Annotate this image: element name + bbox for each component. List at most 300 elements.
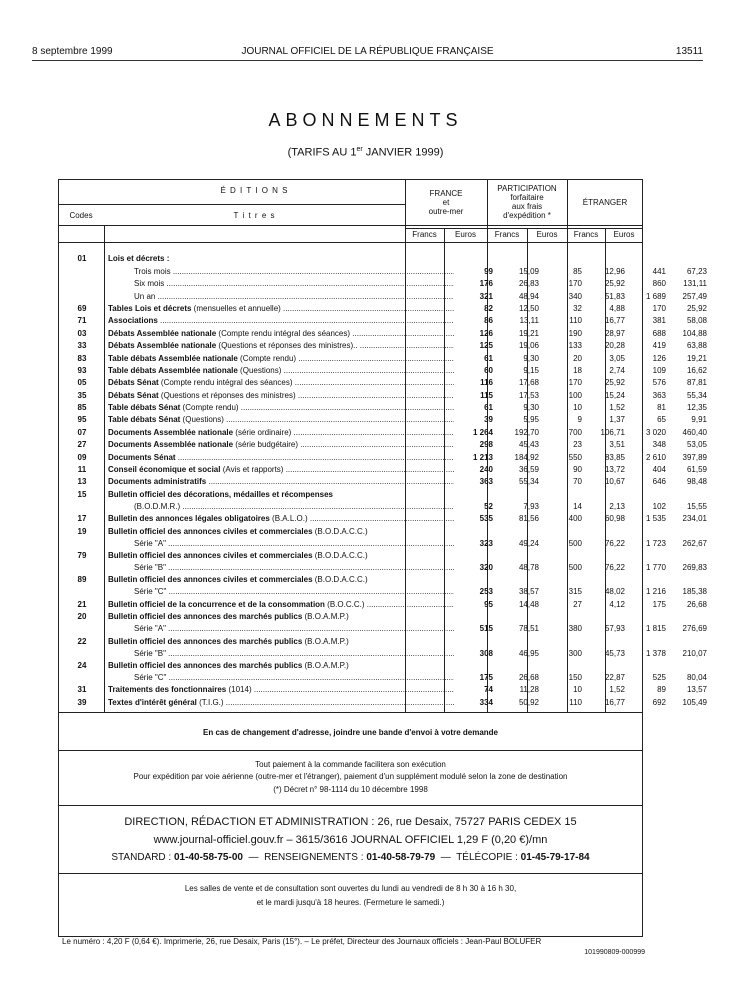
row-value: 7,93	[523, 501, 539, 511]
row-value	[585, 549, 628, 561]
row-value	[585, 659, 628, 671]
row-rule	[58, 225, 643, 226]
row-title	[105, 326, 454, 338]
telecopie-label: TÉLÉCOPIE :	[456, 852, 518, 863]
row-title-text: Un an	[134, 291, 156, 301]
row-code	[59, 537, 105, 549]
table-row	[59, 252, 710, 264]
row-code: 35	[77, 390, 87, 400]
table-row	[59, 326, 710, 338]
row-value: 102	[652, 501, 666, 511]
row-title-text: Débats Sénat	[108, 378, 159, 388]
row-value: 133	[568, 341, 582, 351]
row-title	[105, 683, 454, 695]
row-rule	[58, 712, 643, 713]
table-row	[59, 634, 710, 646]
row-title-text: Table débats Assemblée nationale	[108, 353, 238, 363]
row-value: 116	[480, 378, 493, 388]
row-value: 253	[479, 587, 493, 597]
row-title	[105, 438, 454, 450]
row-title	[105, 573, 454, 585]
leader-dots	[283, 465, 454, 474]
table-row	[59, 277, 710, 289]
row-title-text: Débats Assemblée nationale	[108, 328, 217, 338]
row-title-extra: (B.O.A.M.P.)	[302, 636, 349, 646]
footer-line: Le numéro : 4,20 F (0,64 €). Imprimerie, 26, rue Desaix, Paris (15°). – Le préfet, Directeur des Journaux officiels : Jean-Paul BOLUFER	[62, 937, 542, 946]
row-value: 28,97	[604, 328, 625, 338]
row-value	[496, 573, 542, 585]
row-value: 1 213	[472, 452, 493, 462]
row-value: 23	[573, 440, 582, 450]
titres-heading: T i t r e s	[233, 211, 276, 220]
row-value: 58,08	[686, 316, 707, 326]
row-value: 110	[569, 697, 582, 707]
subtitle-pre: (TARIFS AU 1	[287, 146, 357, 159]
table-row	[59, 647, 710, 659]
table-row	[59, 500, 710, 512]
row-title-text: Documents Sénat	[108, 452, 176, 462]
row-rule	[58, 750, 643, 751]
row-value: 525	[652, 672, 666, 682]
table-row	[59, 401, 710, 413]
row-value: 3,51	[609, 440, 625, 450]
row-title-extra: (série budgétaire)	[233, 440, 298, 450]
row-value: 82	[484, 303, 493, 313]
row-value: 1,52	[609, 403, 625, 413]
leader-dots	[296, 354, 454, 363]
row-title-text: Débats Sénat	[108, 390, 159, 400]
table-row	[59, 351, 710, 363]
row-code: 79	[77, 550, 87, 560]
row-title-text: Conseil économique et social	[108, 465, 221, 475]
table-row	[59, 264, 710, 276]
row-title	[105, 401, 454, 413]
row-value: 176	[479, 279, 493, 289]
row-value: 1 815	[645, 624, 666, 634]
sub-col-francs: Francs	[412, 230, 437, 239]
row-value: 86	[484, 316, 493, 326]
row-value	[454, 659, 496, 671]
row-value: 60	[484, 365, 493, 375]
row-value: 22,87	[604, 672, 625, 682]
row-value: 10	[573, 403, 582, 413]
row-title-extra: (Questions et réponses des ministres)	[158, 390, 296, 400]
row-value: 1 378	[645, 648, 666, 658]
row-value	[669, 610, 710, 622]
table-row	[59, 376, 710, 388]
row-value	[454, 252, 496, 264]
etranger-heading: ÉTRANGER	[582, 198, 628, 207]
leader-dots	[166, 539, 454, 548]
row-code: 71	[77, 316, 87, 326]
row-value	[585, 610, 628, 622]
row-code: 69	[77, 303, 87, 313]
row-title	[105, 561, 454, 573]
row-title-text: Série "C"	[134, 587, 167, 597]
table-row	[59, 413, 710, 425]
table-row	[59, 659, 710, 671]
row-value	[669, 549, 710, 561]
row-value: 175	[652, 599, 666, 609]
row-value: 48,02	[604, 587, 625, 597]
row-value	[542, 252, 585, 264]
table-row	[59, 364, 710, 376]
leader-dots	[365, 600, 455, 609]
france-heading: FRANCE et outre-mer	[428, 189, 464, 216]
row-value: 185,38	[682, 587, 707, 597]
row-value	[496, 252, 542, 264]
row-value: 550	[568, 452, 582, 462]
table-row	[59, 597, 710, 609]
row-value: 15,09	[518, 266, 539, 276]
table-row	[59, 683, 710, 695]
table-row	[59, 573, 710, 585]
table-row	[59, 585, 710, 597]
row-title-text: Débats Assemblée nationale	[108, 341, 217, 351]
row-value: 98,48	[686, 477, 707, 487]
row-value	[542, 487, 585, 499]
row-value: 860	[652, 279, 666, 289]
row-value	[542, 524, 585, 536]
row-title-text: Tables Lois et décrets	[108, 303, 192, 313]
row-title	[105, 314, 454, 326]
leader-dots	[224, 698, 454, 707]
row-value: 109	[652, 365, 666, 375]
row-value: 4,88	[609, 303, 625, 313]
row-value	[496, 487, 542, 499]
row-value: 25,92	[686, 303, 707, 313]
leader-dots	[166, 649, 454, 658]
header-journal: JOURNAL OFFICIEL DE LA RÉPUBLIQUE FRANÇAISE	[241, 46, 494, 57]
row-value: 4,12	[609, 599, 625, 609]
row-value: 81	[657, 403, 666, 413]
row-title	[105, 289, 454, 301]
table-row	[59, 622, 710, 634]
row-code: 22	[77, 636, 87, 646]
row-rule	[58, 873, 643, 874]
payment-line-2: Pour expédition par voie aérienne (outre-mer et l'étranger), paiement d'un supplément modulé selon la zone de destination	[133, 772, 568, 781]
row-title-text: Six mois	[134, 279, 165, 289]
row-value: 81,56	[518, 514, 539, 524]
row-title-text: Documents Assemblée nationale	[108, 427, 234, 437]
row-title-text: Table débats Sénat	[108, 415, 181, 425]
leader-dots	[308, 514, 454, 523]
salles-line-1: Les salles de vente et de consultation sont ouvertes du lundi au vendredi de 8 h 30 à 16 h 30,	[184, 884, 517, 893]
table-row	[59, 314, 710, 326]
sub-col-francs: Francs	[494, 230, 520, 239]
row-value: 52	[484, 501, 493, 511]
sub-col-euros: Euros	[536, 230, 558, 239]
direction-web: www.journal-officiel.gouv.fr – 3615/3616 JOURNAL OFFICIEL 1,29 F (0,20 €)/mn	[153, 834, 548, 846]
row-value	[542, 610, 585, 622]
row-value: 20,28	[604, 341, 625, 351]
row-value	[669, 524, 710, 536]
table-row	[59, 438, 710, 450]
row-title-text: Bulletin des annonces légales obligatoires	[108, 514, 270, 524]
row-value: 48,94	[518, 291, 539, 301]
row-value: 1 216	[645, 587, 666, 597]
direction-address: DIRECTION, RÉDACTION ET ADMINISTRATION : 26, rue Desaix, 75727 PARIS CEDEX 15	[124, 816, 577, 828]
row-title	[105, 634, 454, 646]
row-value: 1,37	[609, 415, 625, 425]
row-value: 27	[573, 599, 582, 609]
row-value: 12,96	[604, 266, 625, 276]
leader-dots	[166, 587, 454, 596]
row-value: 67,23	[686, 266, 707, 276]
row-value: 170	[652, 303, 666, 313]
row-value: 51,83	[604, 291, 625, 301]
row-code	[59, 671, 105, 683]
row-value: 63,88	[686, 341, 707, 351]
row-title-text: Bulletin officiel des annonces civiles et commerciales	[108, 550, 313, 560]
row-value: 104,88	[682, 328, 707, 338]
row-value: 49,24	[518, 538, 539, 548]
table-row	[59, 302, 710, 314]
row-value	[542, 549, 585, 561]
row-value: 10	[573, 685, 582, 695]
row-code: 03	[77, 328, 87, 338]
row-value: 397,89	[682, 452, 707, 462]
row-code: 01	[77, 254, 87, 264]
leader-dots	[293, 378, 454, 387]
row-value	[585, 634, 628, 646]
row-value	[628, 252, 669, 264]
row-title-extra: (Compte rendu intégral des séances)	[216, 328, 351, 338]
row-title-extra: (mensuelles et annuelle)	[191, 303, 281, 313]
row-value: 257,49	[682, 291, 707, 301]
row-title-text: Documents administratifs	[108, 477, 207, 487]
row-rule	[58, 805, 643, 806]
row-value: 170	[568, 279, 582, 289]
row-value: 10,67	[604, 477, 625, 487]
row-value: 70	[573, 477, 582, 487]
table-row	[59, 561, 710, 573]
row-title-extra: (Compte rendu)	[237, 353, 297, 363]
table-row	[59, 512, 710, 524]
row-title	[105, 647, 454, 659]
row-title-extra: (Questions)	[237, 365, 282, 375]
row-value	[628, 487, 669, 499]
leader-dots	[166, 624, 454, 633]
row-title	[105, 659, 454, 671]
row-value	[585, 524, 628, 536]
row-value: 83,85	[604, 452, 625, 462]
row-value: 9,30	[523, 353, 539, 363]
row-value	[628, 549, 669, 561]
row-title-text: Bulletin officiel des annonces des marchés publics	[108, 612, 303, 622]
row-title	[105, 463, 454, 475]
row-value: 1 723	[645, 538, 666, 548]
row-value: 1,52	[609, 685, 625, 695]
row-value: 19,21	[686, 353, 707, 363]
row-value: 13,72	[604, 465, 625, 475]
row-value: 9,91	[691, 415, 707, 425]
row-title-extra: (B.O.D.A.C.C.)	[312, 575, 368, 585]
row-value: 276,69	[682, 624, 707, 634]
row-value: 32	[573, 303, 582, 313]
row-value: 131,11	[683, 279, 707, 289]
row-title-text: Série "C"	[134, 672, 167, 682]
row-value: 87,81	[686, 378, 707, 388]
row-value: 692	[652, 697, 666, 707]
row-value: 45,43	[518, 440, 539, 450]
row-value	[454, 487, 496, 499]
row-title-text: Bulletin officiel des annonces des marchés publics	[108, 636, 303, 646]
table-row	[59, 549, 710, 561]
row-title-extra: (B.O.A.M.P.)	[302, 612, 349, 622]
row-value: 419	[652, 341, 666, 351]
row-title	[105, 695, 454, 707]
table-row	[59, 610, 710, 622]
row-value: 320	[479, 562, 493, 572]
row-value	[496, 610, 542, 622]
row-code: 83	[77, 353, 87, 363]
row-value: 576	[652, 378, 666, 388]
leader-dots	[224, 415, 454, 424]
row-value: 16,77	[604, 316, 625, 326]
row-title-text: Associations	[108, 316, 158, 326]
row-value	[585, 573, 628, 585]
row-value: 76,22	[604, 538, 625, 548]
subtitle-sup: er	[356, 146, 363, 153]
row-code: 20	[77, 612, 87, 622]
row-value: 400	[568, 514, 582, 524]
row-value: 210,07	[682, 648, 707, 658]
row-value: 688	[652, 328, 666, 338]
row-value: 85	[573, 266, 582, 276]
table-row	[59, 289, 710, 301]
leader-dots	[206, 477, 454, 486]
row-value: 105,49	[682, 697, 707, 707]
row-code: 89	[77, 575, 87, 585]
row-value	[454, 634, 496, 646]
row-title	[105, 671, 454, 683]
row-title-text: Bulletin officiel des annonces civiles et commerciales	[108, 575, 313, 585]
row-value: 26,68	[518, 672, 539, 682]
row-value: 192,70	[514, 427, 539, 437]
row-code: 13	[77, 477, 87, 487]
row-value: 76,22	[604, 562, 625, 572]
row-title	[105, 413, 454, 425]
row-code	[59, 264, 105, 276]
row-title-extra: (Questions)	[180, 415, 224, 425]
row-title	[105, 537, 454, 549]
row-value: 2,74	[609, 365, 625, 375]
row-title-extra: (1014)	[226, 685, 252, 695]
row-value: 12,35	[686, 403, 707, 413]
row-value: 262,67	[682, 538, 707, 548]
row-value: 17,68	[518, 378, 539, 388]
row-title	[105, 376, 454, 388]
row-value: 2,13	[609, 501, 625, 511]
table-row	[59, 388, 710, 400]
row-title	[105, 500, 454, 512]
leader-dots	[176, 453, 454, 462]
row-value: 1 264	[472, 427, 493, 437]
row-value: 126	[652, 353, 666, 363]
row-title	[105, 364, 454, 376]
row-value: 16,62	[686, 365, 707, 375]
leader-dots	[180, 502, 454, 511]
renseignements-label: RENSEIGNEMENTS :	[264, 852, 364, 863]
row-value: 80,04	[686, 672, 707, 682]
row-title	[105, 302, 454, 314]
leader-dots	[281, 304, 454, 313]
row-code: 07	[77, 427, 87, 437]
row-title-extra: (Compte rendu intégral des séances)	[158, 378, 293, 388]
row-value: 125	[479, 341, 493, 351]
row-value: 308	[479, 648, 493, 658]
leader-dots	[166, 673, 454, 682]
row-value: 90	[573, 465, 582, 475]
table-row	[59, 475, 710, 487]
row-value: 53,05	[686, 440, 707, 450]
page-header	[32, 46, 703, 61]
row-value: 190	[568, 328, 582, 338]
row-value: 26,68	[686, 599, 707, 609]
row-value: 89	[657, 685, 666, 695]
table-row	[59, 537, 710, 549]
row-value: 441	[652, 266, 666, 276]
row-value: 9,30	[523, 403, 539, 413]
table-row	[59, 671, 710, 683]
row-value	[496, 659, 542, 671]
row-value: 110	[569, 316, 582, 326]
row-value: 57,93	[604, 624, 625, 634]
row-value: 300	[568, 648, 582, 658]
row-value	[628, 634, 669, 646]
row-code: 05	[77, 378, 87, 388]
row-value: 348	[652, 440, 666, 450]
leader-dots	[171, 267, 454, 276]
telecopie-number: 01-45-79-17-84	[520, 852, 590, 863]
row-code	[59, 277, 105, 289]
row-title-text: Table débats Assemblée nationale	[108, 365, 238, 375]
row-value: 646	[652, 477, 666, 487]
row-value	[628, 573, 669, 585]
row-value: 334	[479, 697, 493, 707]
row-title-text: Série "A"	[134, 624, 166, 634]
change-address-note: En cas de changement d'adresse, joindre une bande d'envoi à votre demande	[203, 728, 498, 737]
row-title	[105, 487, 454, 499]
row-value: 269,83	[682, 562, 707, 572]
row-value: 39	[484, 415, 493, 425]
row-title	[105, 475, 454, 487]
row-value: 12,50	[518, 303, 539, 313]
row-title-text: Documents Assemblée nationale	[108, 440, 234, 450]
row-title-extra: (B.O.C.C.)	[324, 599, 365, 609]
page-title: ABONNEMENTS	[268, 110, 463, 130]
decree-note: (*) Décret n° 98-1114 du 10 décembre 1998	[273, 785, 428, 794]
row-title	[105, 512, 454, 524]
row-value: 298	[479, 440, 493, 450]
header-page-number: 13511	[675, 46, 703, 57]
table-row	[59, 450, 710, 462]
row-title-text: Textes d'intérêt général	[108, 697, 197, 707]
row-value: 45,73	[604, 648, 625, 658]
row-value	[585, 252, 628, 264]
row-title-text: Trois mois	[134, 266, 171, 276]
row-title	[105, 425, 454, 437]
row-value: 700	[568, 427, 582, 437]
row-code: 33	[77, 341, 87, 351]
row-title	[105, 585, 454, 597]
row-title	[105, 264, 454, 276]
leader-dots	[350, 329, 454, 338]
row-title-text: Bulletin officiel des décorations, médailles et récompenses	[108, 489, 333, 499]
row-code: 21	[77, 599, 87, 609]
table-row	[59, 524, 710, 536]
